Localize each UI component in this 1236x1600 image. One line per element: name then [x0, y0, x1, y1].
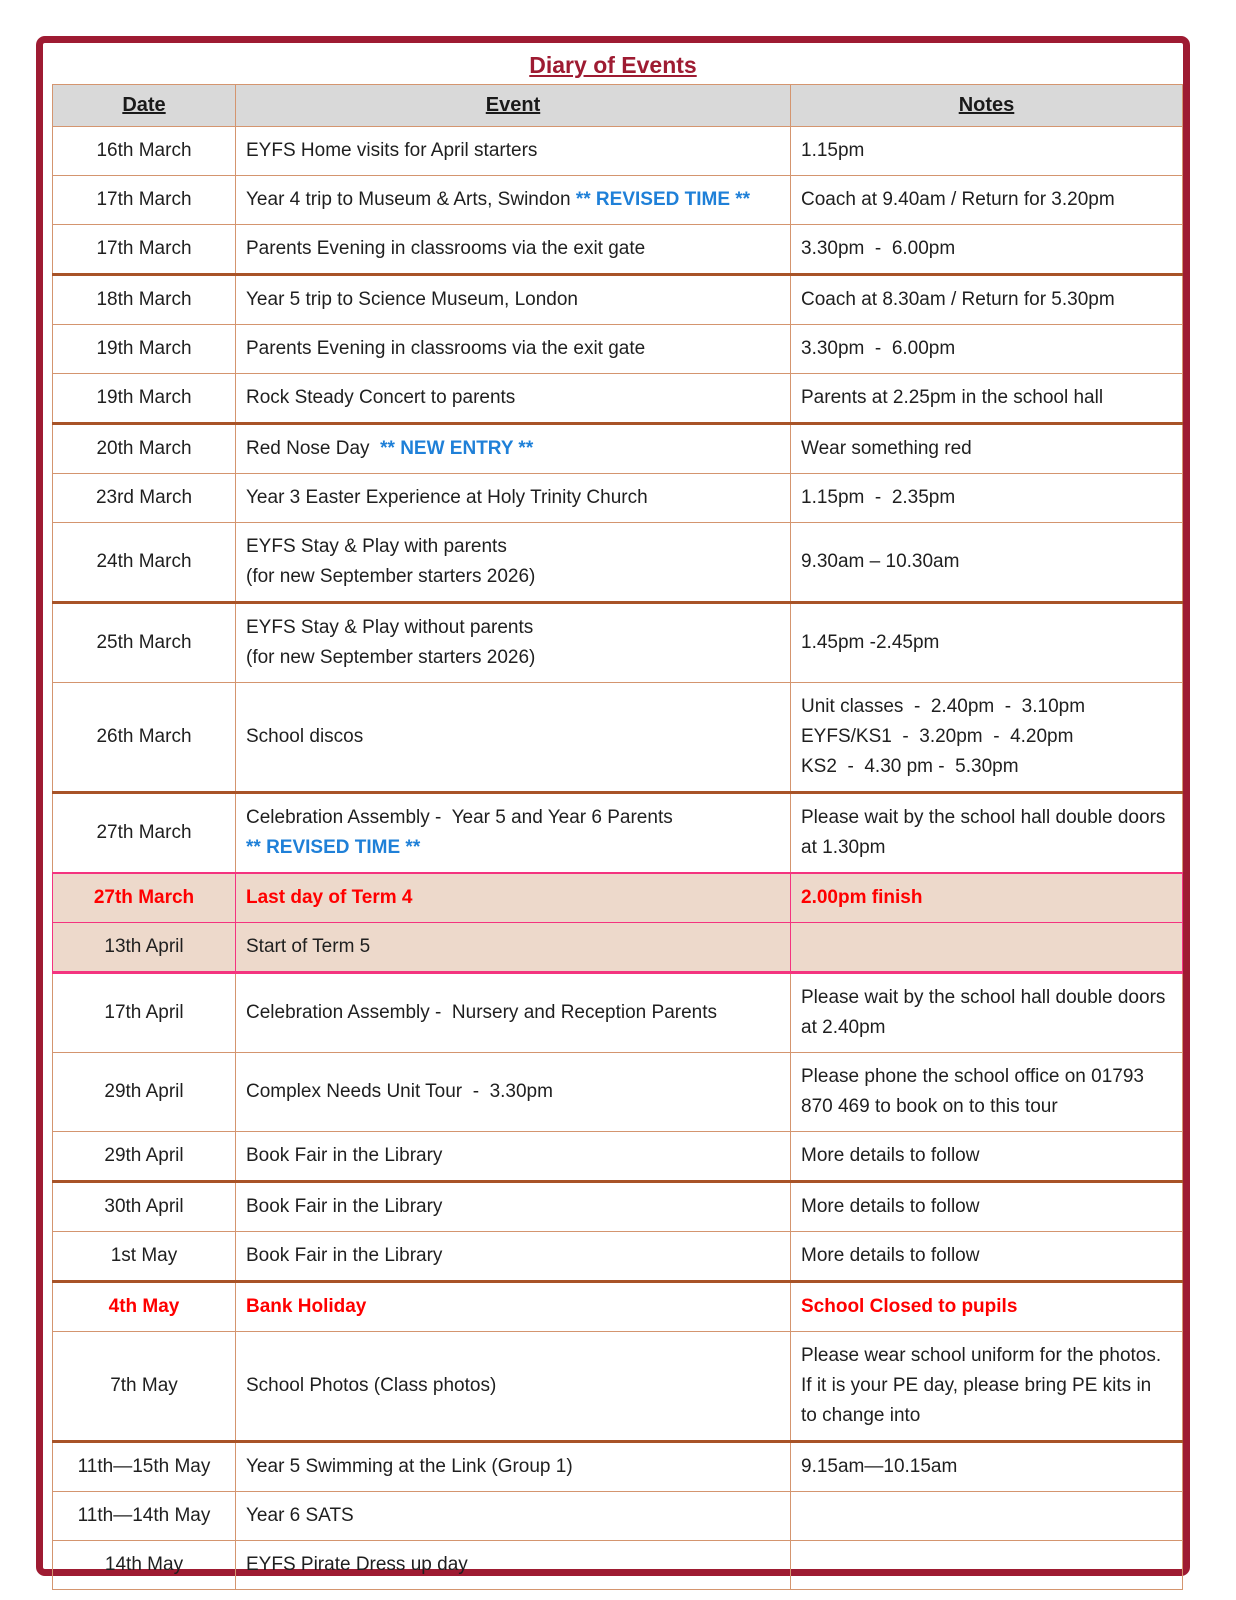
event-cell — [236, 973, 791, 1053]
column-header-event: Event — [236, 85, 791, 127]
date-cell: 27th March — [53, 873, 236, 923]
event-line — [246, 434, 780, 464]
notes-cell — [791, 793, 1183, 874]
table-row — [53, 474, 1183, 523]
event-cell — [236, 1541, 791, 1590]
event-line — [246, 1452, 780, 1482]
page-title: Diary of Events — [529, 52, 697, 78]
event-cell — [236, 1442, 791, 1492]
event-text: Year 3 Easter Experience at Holy Trinity Church — [246, 487, 648, 508]
event-text: Celebration Assembly - Nursery and Reception Parents — [246, 1002, 718, 1023]
event-cell — [236, 1492, 791, 1541]
notes-line: 1.15pm — [801, 140, 865, 161]
notes-cell — [791, 325, 1183, 374]
event-cell — [236, 1053, 791, 1132]
event-text: EYFS Pirate Dress up day — [246, 1554, 468, 1575]
date-cell: 4th May — [53, 1282, 236, 1332]
notes-cell — [791, 127, 1183, 176]
event-cell — [236, 1282, 791, 1332]
notes-cell — [791, 474, 1183, 523]
header-row — [53, 85, 1183, 127]
event-line — [246, 883, 780, 913]
event-cell — [236, 225, 791, 275]
event-line — [246, 185, 780, 215]
notes-line: 1.45pm -2.45pm — [801, 632, 940, 653]
notes-line: Coach at 8.30am / Return for 5.30pm — [801, 289, 1115, 310]
event-text: Year 5 trip to Science Museum, London — [246, 289, 578, 310]
event-cell — [236, 523, 791, 603]
event-line — [246, 334, 780, 364]
notes-line: Coach at 9.40am / Return for 3.20pm — [801, 189, 1115, 210]
event-line — [246, 285, 780, 315]
notes-line: 9.15am—10.15am — [801, 1456, 958, 1477]
event-text: Complex Needs Unit Tour - 3.30pm — [246, 1081, 553, 1102]
event-line — [246, 234, 780, 264]
event-cell — [236, 1132, 791, 1182]
column-header-date: Date — [53, 85, 236, 127]
event-line — [246, 1241, 780, 1271]
table-row — [53, 176, 1183, 225]
table-row — [53, 225, 1183, 275]
event-text: Last day of Term 4 — [246, 887, 413, 908]
event-line — [246, 532, 780, 562]
event-cell — [236, 873, 791, 923]
event-cell — [236, 1232, 791, 1282]
event-cell — [236, 275, 791, 325]
page-border — [36, 36, 1190, 1576]
notes-cell — [791, 1182, 1183, 1232]
event-text: Start of Term 5 — [246, 936, 371, 957]
event-line — [246, 1550, 780, 1580]
notes-cell — [791, 973, 1183, 1053]
table-row — [53, 1332, 1183, 1442]
date-cell: 19th March — [53, 374, 236, 424]
notes-line: Please wait by the school hall double doors at 2.40pm — [801, 987, 1171, 1038]
notes-line: Please phone the school office on 01793 870 469 to book on to this tour — [801, 1066, 1150, 1117]
events-table-body — [53, 127, 1183, 1590]
event-text: School discos — [246, 726, 364, 747]
event-line — [246, 1192, 780, 1222]
date-cell: 7th May — [53, 1332, 236, 1442]
table-row — [53, 1541, 1183, 1590]
event-text: Year 5 Swimming at the Link (Group 1) — [246, 1456, 573, 1477]
notes-cell — [791, 275, 1183, 325]
notes-line: Please wear school uniform for the photos. If it is your PE day, please bring PE kits in to change into — [801, 1345, 1172, 1426]
table-row — [53, 374, 1183, 424]
notes-line: KS2 - 4.30 pm - 5.30pm — [801, 756, 1019, 777]
event-cell — [236, 1332, 791, 1442]
event-text: Red Nose Day — [246, 438, 381, 459]
notes-cell — [791, 1541, 1183, 1590]
event-line — [246, 643, 780, 673]
notes-line: 3.30pm - 6.00pm — [801, 238, 956, 259]
event-cell — [236, 325, 791, 374]
table-row — [53, 325, 1183, 374]
event-cell — [236, 923, 791, 973]
table-row — [53, 603, 1183, 683]
event-line — [246, 1292, 780, 1322]
table-row — [53, 1282, 1183, 1332]
notes-line: Wear something red — [801, 438, 972, 459]
event-text: School Photos (Class photos) — [246, 1375, 497, 1396]
event-cell — [236, 374, 791, 424]
event-line — [246, 998, 780, 1028]
table-row — [53, 1053, 1183, 1132]
notes-cell — [791, 176, 1183, 225]
date-cell: 24th March — [53, 523, 236, 603]
event-line — [246, 613, 780, 643]
table-row — [53, 127, 1183, 176]
table-row — [53, 683, 1183, 793]
notes-cell — [791, 523, 1183, 603]
event-cell — [236, 424, 791, 474]
date-cell: 16th March — [53, 127, 236, 176]
event-cell — [236, 176, 791, 225]
notes-line: 9.30am – 10.30am — [801, 551, 960, 572]
notes-cell — [791, 1332, 1183, 1442]
event-text: Book Fair in the Library — [246, 1145, 443, 1166]
notes-line: 3.30pm - 6.00pm — [801, 338, 956, 359]
date-cell: 29th April — [53, 1132, 236, 1182]
event-cell — [236, 474, 791, 523]
event-highlight-tag: ** REVISED TIME ** — [246, 837, 421, 858]
date-cell: 11th—15th May — [53, 1442, 236, 1492]
notes-cell — [791, 1132, 1183, 1182]
event-text: EYFS Home visits for April starters — [246, 140, 538, 161]
event-text: Rock Steady Concert to parents — [246, 387, 516, 408]
event-text: Book Fair in the Library — [246, 1245, 443, 1266]
notes-cell — [791, 923, 1183, 973]
event-text: EYFS Stay & Play without parents — [246, 617, 534, 638]
event-cell — [236, 127, 791, 176]
event-highlight-tag: ** REVISED TIME ** — [575, 189, 751, 210]
event-cell — [236, 683, 791, 793]
event-line — [246, 136, 780, 166]
notes-cell — [791, 1442, 1183, 1492]
table-row — [53, 1442, 1183, 1492]
notes-cell — [791, 424, 1183, 474]
event-line — [246, 562, 780, 592]
notes-cell — [791, 1232, 1183, 1282]
notes-cell — [791, 873, 1183, 923]
event-line — [246, 1501, 780, 1531]
date-cell: 17th March — [53, 176, 236, 225]
table-row — [53, 1182, 1183, 1232]
notes-line: EYFS/KS1 - 3.20pm - 4.20pm — [801, 726, 1074, 747]
table-row — [53, 873, 1183, 923]
event-text: (for new September starters 2026) — [246, 566, 536, 587]
event-text: EYFS Stay & Play with parents — [246, 536, 507, 557]
event-cell — [236, 603, 791, 683]
table-row — [53, 973, 1183, 1053]
notes-cell — [791, 1282, 1183, 1332]
table-row — [53, 523, 1183, 603]
event-line — [246, 1371, 780, 1401]
notes-line: More details to follow — [801, 1145, 980, 1166]
event-line — [246, 722, 780, 752]
notes-line: Parents at 2.25pm in the school hall — [801, 387, 1104, 408]
event-text: (for new September starters 2026) — [246, 647, 536, 668]
date-cell: 14th May — [53, 1541, 236, 1590]
event-text: Parents Evening in classrooms via the exit gate — [246, 338, 646, 359]
notes-line: School Closed to pupils — [801, 1296, 1018, 1317]
date-cell: 30th April — [53, 1182, 236, 1232]
notes-line: More details to follow — [801, 1245, 980, 1266]
notes-line: Please wait by the school hall double doors at 1.30pm — [801, 807, 1171, 858]
event-line — [246, 1141, 780, 1171]
date-cell: 26th March — [53, 683, 236, 793]
date-cell: 11th—14th May — [53, 1492, 236, 1541]
date-cell: 18th March — [53, 275, 236, 325]
date-cell: 17th March — [53, 225, 236, 275]
event-text: Parents Evening in classrooms via the exit gate — [246, 238, 646, 259]
date-cell: 20th March — [53, 424, 236, 474]
notes-line: More details to follow — [801, 1196, 980, 1217]
event-text: Year 6 SATS — [246, 1505, 354, 1526]
date-cell: 23rd March — [53, 474, 236, 523]
date-cell: 1st May — [53, 1232, 236, 1282]
event-line — [246, 1077, 780, 1107]
event-highlight-tag: ** NEW ENTRY ** — [380, 438, 534, 459]
event-line — [246, 803, 780, 833]
event-cell — [236, 1182, 791, 1232]
date-cell: 29th April — [53, 1053, 236, 1132]
date-cell: 13th April — [53, 923, 236, 973]
notes-cell — [791, 1492, 1183, 1541]
notes-cell — [791, 1053, 1183, 1132]
events-table — [52, 84, 1183, 1590]
table-row — [53, 1132, 1183, 1182]
notes-cell — [791, 683, 1183, 793]
table-row — [53, 275, 1183, 325]
event-text: Celebration Assembly - Year 5 and Year 6 Parents — [246, 807, 673, 828]
event-text: Book Fair in the Library — [246, 1196, 443, 1217]
table-row — [53, 793, 1183, 874]
event-line — [246, 383, 780, 413]
table-row — [53, 923, 1183, 973]
table-row — [53, 1232, 1183, 1282]
notes-line: 1.15pm - 2.35pm — [801, 487, 956, 508]
table-row — [53, 424, 1183, 474]
event-line — [246, 833, 780, 863]
date-cell: 19th March — [53, 325, 236, 374]
notes-line: Unit classes - 2.40pm - 3.10pm — [801, 696, 1086, 717]
table-row — [53, 1492, 1183, 1541]
notes-cell — [791, 225, 1183, 275]
event-text: Year 4 trip to Museum & Arts, Swindon — [246, 189, 576, 210]
notes-cell — [791, 374, 1183, 424]
event-line — [246, 483, 780, 513]
event-cell — [236, 793, 791, 874]
notes-cell — [791, 603, 1183, 683]
date-cell: 17th April — [53, 973, 236, 1053]
column-header-notes: Notes — [791, 85, 1183, 127]
event-line — [246, 932, 780, 962]
notes-line: 2.00pm finish — [801, 887, 923, 908]
event-text: Bank Holiday — [246, 1296, 367, 1317]
date-cell: 27th March — [53, 793, 236, 874]
date-cell: 25th March — [53, 603, 236, 683]
